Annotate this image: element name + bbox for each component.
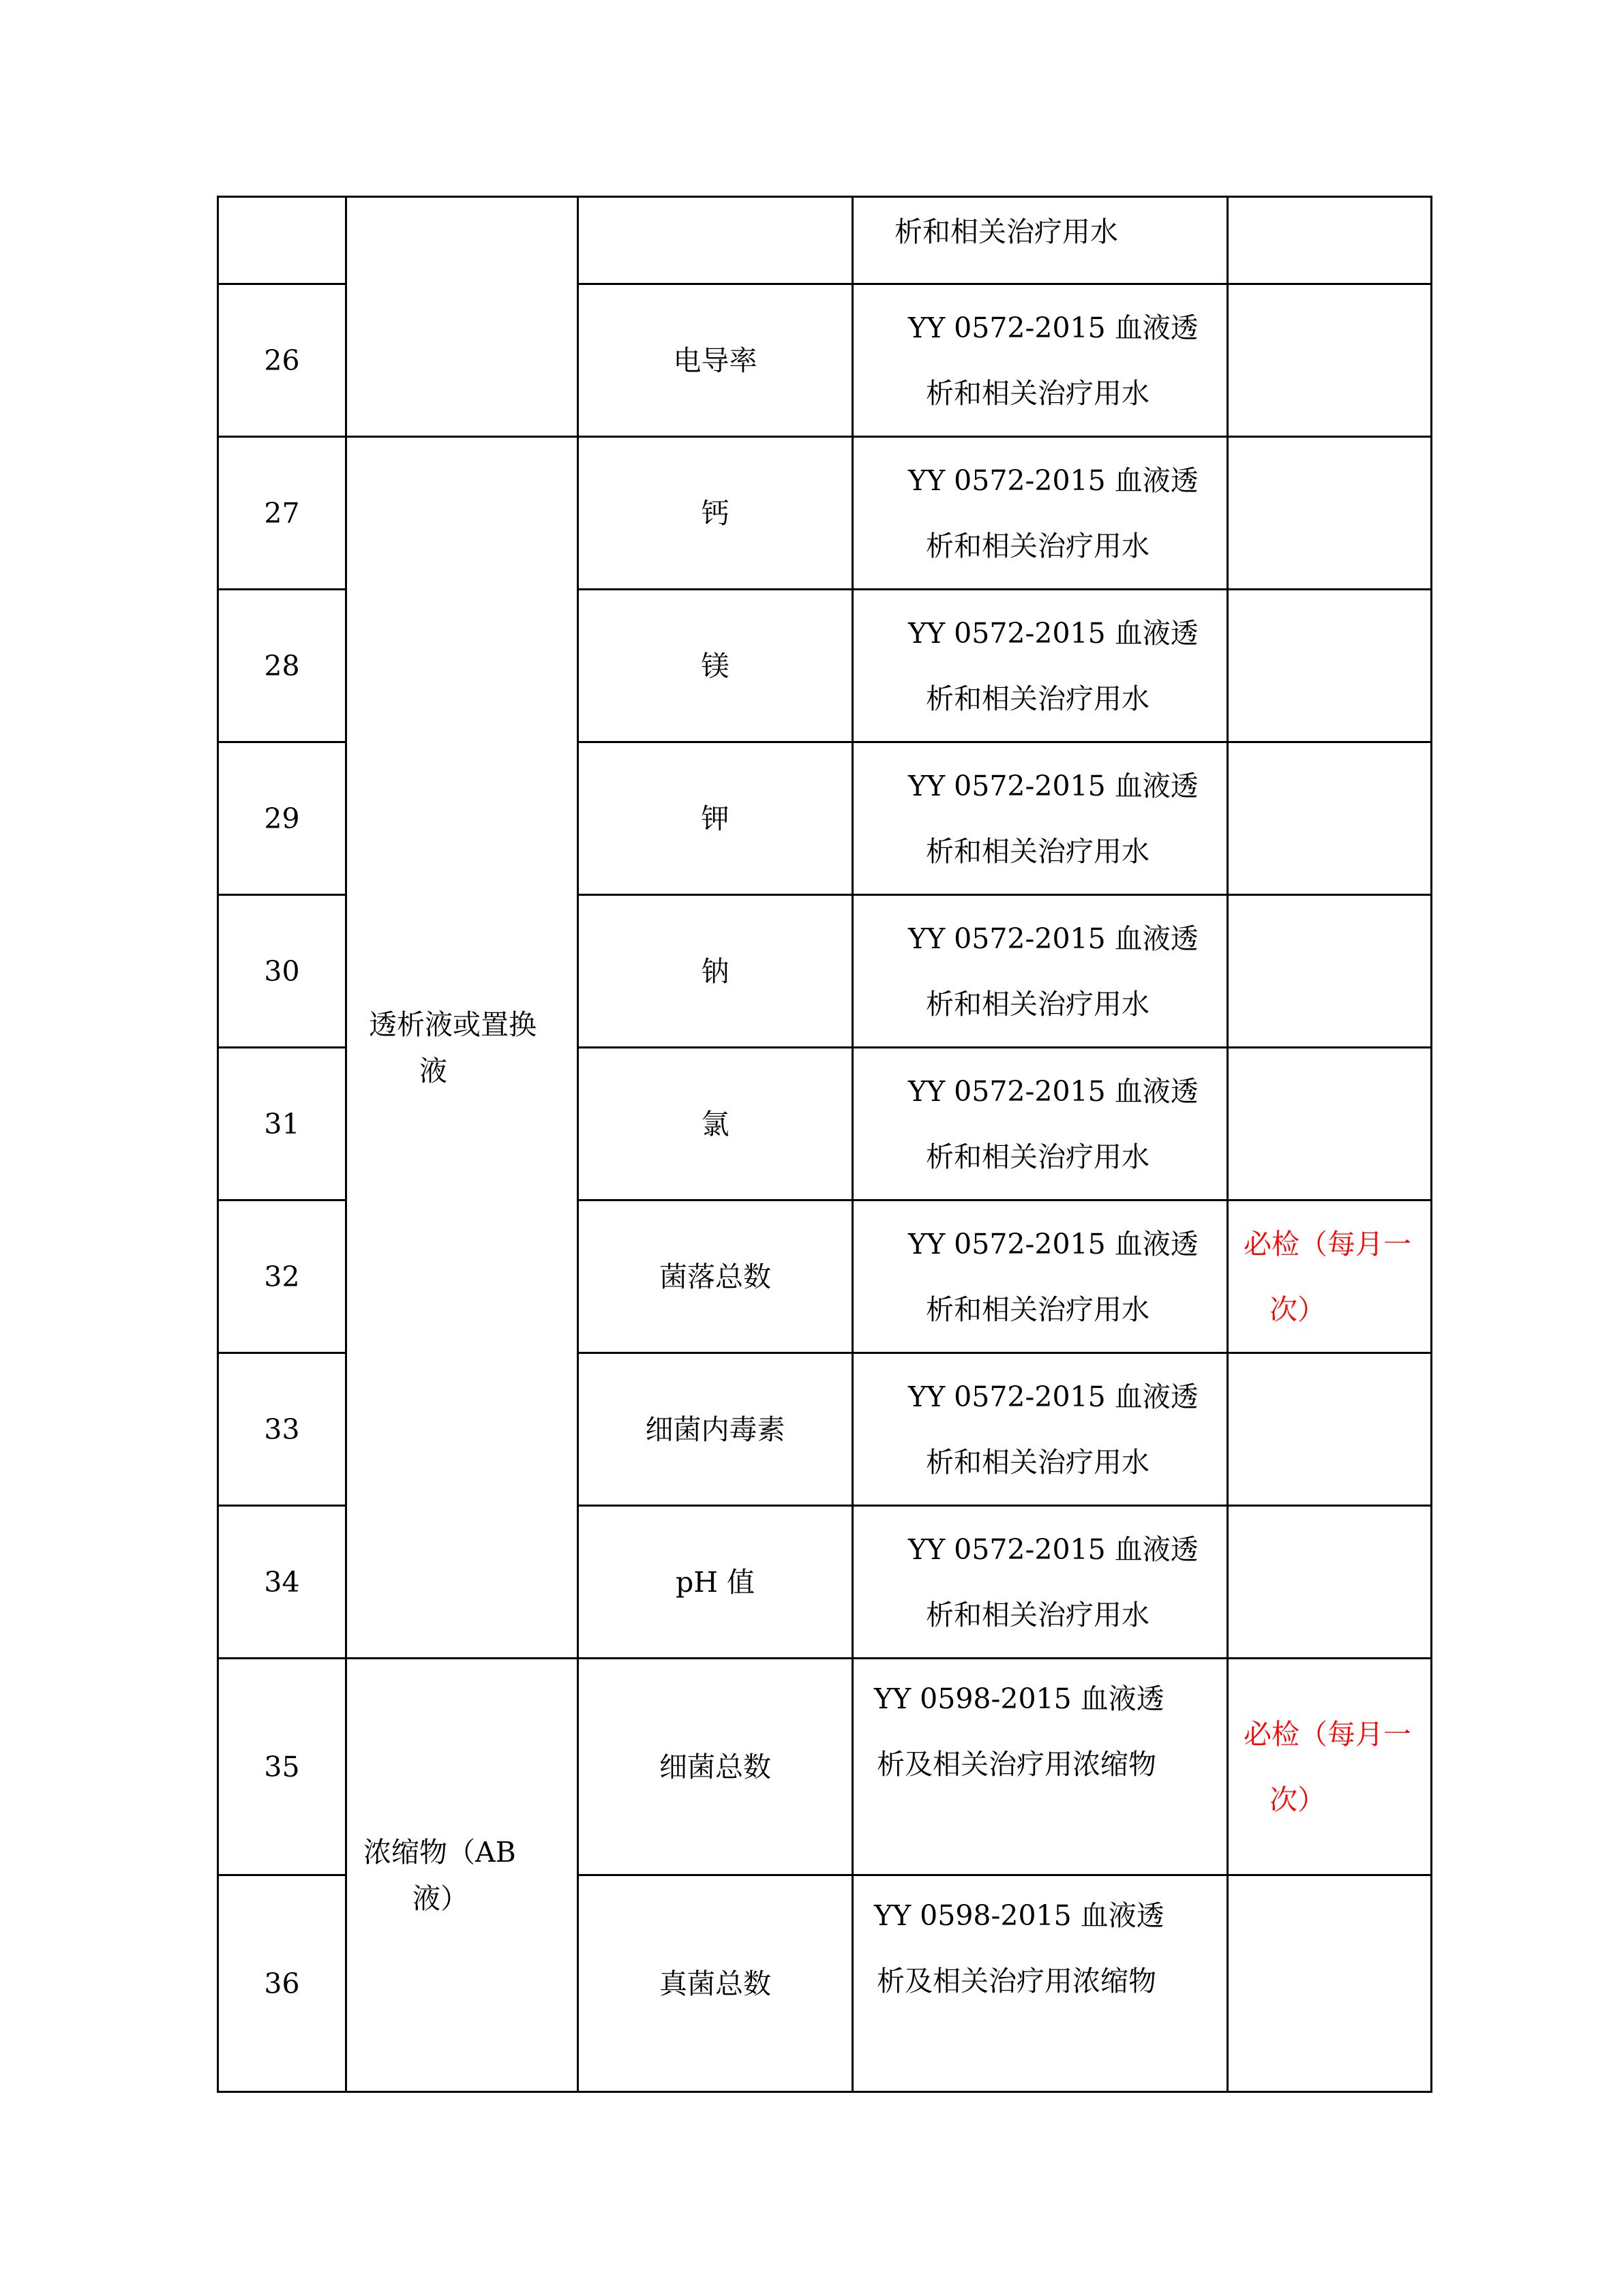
category-concentrate (346, 1659, 578, 2092)
requirement-cell (1228, 197, 1432, 284)
row-number: 28 (218, 590, 346, 742)
standard-cell (853, 590, 1228, 742)
item-name: pH 值 (578, 1506, 853, 1659)
requirement-cell (1228, 1875, 1432, 2092)
standard-cell (853, 437, 1228, 590)
row-number: 36 (218, 1875, 346, 2092)
standard-line-2: 析和相关治疗用水 (926, 1293, 1149, 1326)
row-number: 29 (218, 742, 346, 895)
requirement-cell (1228, 895, 1432, 1048)
requirement-cell (1228, 1048, 1432, 1200)
standard-cell (853, 1200, 1228, 1353)
table-row (218, 437, 1432, 590)
category-dialysate (346, 437, 578, 1659)
standard-cell (853, 284, 1228, 437)
test-items-table (217, 196, 1432, 2093)
category-line-2: 液） (412, 1882, 468, 1915)
standard-cell (853, 197, 1228, 284)
standard-line-1: YY 0598-2015 血液透 (874, 1682, 1164, 1715)
standard-line-2: 析及相关治疗用浓缩物 (877, 1748, 1156, 1781)
row-number: 33 (218, 1353, 346, 1506)
standard-line-1: YY 0572-2015 血液透 (908, 1380, 1199, 1413)
standard-line-2: 析和相关治疗用水 (926, 529, 1149, 562)
requirement-cell (1228, 437, 1432, 590)
item-name (578, 197, 853, 284)
standard-line-2: 析和相关治疗用水 (926, 1140, 1149, 1173)
category-line-2: 液 (419, 1054, 447, 1087)
item-name: 钙 (578, 437, 853, 590)
category-line-1: 浓缩物（AB (363, 1835, 516, 1869)
standard-line-2: 析和相关治疗用水 (926, 987, 1149, 1021)
standard-line-1: YY 0572-2015 血液透 (908, 616, 1199, 650)
standard-line-1: YY 0572-2015 血液透 (908, 311, 1199, 344)
standard-cell (853, 1353, 1228, 1506)
standard-line-1: YY 0572-2015 血液透 (908, 464, 1199, 497)
requirement-line-2: 次） (1269, 1293, 1325, 1326)
requirement-line-1: 必检（每月一 (1244, 1227, 1411, 1260)
row-number: 27 (218, 437, 346, 590)
standard-line-1: YY 0572-2015 血液透 (908, 769, 1199, 802)
standard-line-2: 析和相关治疗用水 (926, 376, 1149, 410)
standard-line-1: YY 0598-2015 血液透 (874, 1899, 1164, 1932)
row-number: 35 (218, 1659, 346, 1875)
item-name: 镁 (578, 590, 853, 742)
standard-cell (853, 1506, 1228, 1659)
standard-line-1: YY 0572-2015 血液透 (908, 1074, 1199, 1108)
standard-cell (853, 1048, 1228, 1200)
requirement-cell (1228, 742, 1432, 895)
item-name: 氯 (578, 1048, 853, 1200)
item-name: 钠 (578, 895, 853, 1048)
item-name: 细菌内毒素 (578, 1353, 853, 1506)
item-name: 电导率 (578, 284, 853, 437)
item-name: 真菌总数 (578, 1875, 853, 2092)
standard-line-2: 析及相关治疗用浓缩物 (877, 1965, 1156, 1997)
standard-cell (853, 895, 1228, 1048)
standard-line-2: 析和相关治疗用水 (926, 682, 1149, 715)
standard-cell (853, 1659, 1228, 1875)
standard-cell (853, 742, 1228, 895)
row-number: 34 (218, 1506, 346, 1659)
requirement-line-1: 必检（每月一 (1244, 1717, 1411, 1751)
row-number: 31 (218, 1048, 346, 1200)
category-cell (346, 197, 578, 437)
item-name: 钾 (578, 742, 853, 895)
item-name: 菌落总数 (578, 1200, 853, 1353)
standard-line-1: YY 0572-2015 血液透 (908, 922, 1199, 955)
requirement-cell (1228, 284, 1432, 437)
requirement-cell (1228, 1353, 1432, 1506)
requirement-cell (1228, 1200, 1432, 1353)
item-name: 细菌总数 (578, 1659, 853, 1875)
requirement-cell (1228, 590, 1432, 742)
row-number: 26 (218, 284, 346, 437)
category-line-1: 透析液或置换 (369, 1008, 537, 1041)
requirement-line-2: 次） (1269, 1783, 1325, 1816)
standard-line-1: 析和相关治疗用水 (894, 215, 1118, 248)
standard-line-1: YY 0572-2015 血液透 (908, 1532, 1199, 1566)
standard-line-2: 析和相关治疗用水 (926, 834, 1149, 868)
standard-line-1: YY 0572-2015 血液透 (908, 1227, 1199, 1260)
row-number: 32 (218, 1200, 346, 1353)
row-number: 30 (218, 895, 346, 1048)
table-row (218, 197, 1432, 284)
standard-line-2: 析和相关治疗用水 (926, 1445, 1149, 1479)
row-number (218, 197, 346, 284)
standard-line-2: 析和相关治疗用水 (926, 1598, 1149, 1631)
requirement-cell (1228, 1506, 1432, 1659)
table-row (218, 1659, 1432, 1875)
standard-cell (853, 1875, 1228, 2092)
requirement-cell (1228, 1659, 1432, 1875)
